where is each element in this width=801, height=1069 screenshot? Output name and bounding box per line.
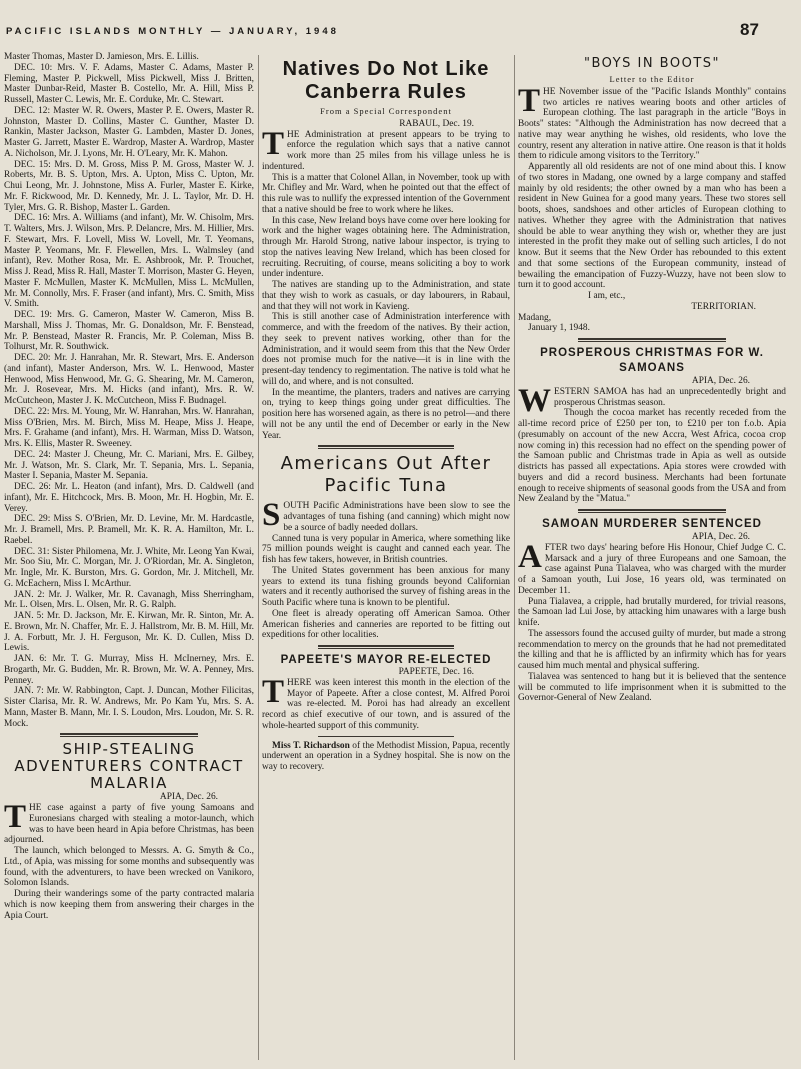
drop-cap: T: [4, 799, 27, 835]
passenger-list-paragraph: DEC. 12: Master W. R. Owers, Master P. E. Owers, Master R. Johnston, Master D. Collins, Master C. Gunther, Master D. Rankin, Master Jackson, Master G. Lambden, Master D. Jones, Master G. Jarrett, Master E. Wardrop, Master A. Wardrop, Master A. Nicholson, Mr. J. Lyons, Mr. H. O'Leary, Mr. K. Mahon.: [4, 105, 254, 159]
article-prosperous-christmas: [518, 346, 786, 505]
article-headline: SAMOAN MURDERER SENTENCED: [542, 518, 762, 530]
article-dateline: APIA, Dec. 26.: [691, 376, 750, 386]
drop-cap: T: [262, 673, 285, 710]
letter-date: January 1, 1948.: [528, 323, 590, 334]
article-paragraph: The natives are standing up to the Administration, and state that they wish to work as casuals, or day labourers, in Rabaul, and that they will not work in Kavieng.: [262, 280, 510, 312]
article-paragraph: This is still another case of Administration interference with commerce, and with the freedom of the natives. By their action, they seek to prevent natives working, other than for the Administration, and it would seem from this that the New Order does not promise much for the native—it is in line with the present-day tendency to regimentation. The native is told what he will do, and where, and is not consulted.: [262, 312, 510, 387]
article-papeete: [262, 653, 510, 732]
article-separator: [318, 645, 454, 649]
article-paragraph: In the meantime, the planters, traders and natives are carrying on, trying to keep things going under great difficulties. The position here has worsened again, as there is no petrol—and there will not be any until the end of December or early in the New Year.: [262, 387, 510, 441]
article-headline: PAPEETE'S MAYOR RE-ELECTED: [280, 654, 492, 666]
passenger-list-paragraph: DEC. 19: Mrs. G. Cameron, Master W. Cameron, Miss B. Marshall, Miss J. Thomas, Mr. G. Donaldson, Mr. F. Benstead, Mr. P. Benstead, Master R. Francis, Mr. P. Coleman, Miss B. Tolhurst, Mr. R. Southwick.: [4, 310, 254, 353]
drop-cap: T: [262, 125, 285, 162]
passenger-list-paragraph: DEC. 22: Mrs. M. Young, Mr. W. Hanrahan, Mrs. W. Hanrahan, Miss O'Brien, Mrs. M. Birch, Miss M. Heape, Miss J. Heape, Mrs. F. Grahame (and infant), Mrs. H. Warman, Miss D. Watson, Mrs. K. Ellis, Master R. Sweeney.: [4, 406, 254, 449]
article-separator: [318, 445, 454, 449]
article-ship-stealing: [4, 741, 254, 921]
passenger-list-paragraph: DEC. 29: Miss S. O'Brien, Mr. D. Levine, Mr. M. Hardcastle, Mr. J. Bramell, Mrs. P. Bramell, Mr. K. R. A. Hamilton, Mr. L. Raebel.: [4, 514, 254, 546]
article-headline: Natives Do Not Like Canberra Rules: [282, 58, 490, 103]
column-divider: [258, 55, 259, 1060]
article-separator: [578, 509, 725, 513]
passenger-list-paragraph: DEC. 10: Mrs. V. F. Adams, Master C. Adams, Master P. Fleming, Master P. Pickwell, Miss Pickwell, Miss J. Britten, Master Dunbar-Reid, Master B. Costello, Mr. A. Hill, Miss P. Russell, Master C. Lewis, Mr. E. Corduke, Mr. C. Stewart.: [4, 62, 254, 105]
article-paragraph: The United States government has been anxious for many years to extend its tuna fishing grounds beyond Californian waters and it recently authorised the survey of fishing areas in the South Pacific where tuna is known to be plentiful.: [262, 565, 510, 608]
drop-cap: A: [518, 538, 542, 575]
article-paragraph: The launch, which belonged to Messrs. A. G. Smyth & Co., Ltd., of Apia, was missing for some months and subsequently was found, with the adventurers, to have been wrecked on Vanikoro, Solomon Islands.: [4, 846, 254, 889]
column-middle: [262, 52, 510, 1064]
article-paragraph: THE November issue of the "Pacific Islands Monthly" contains two articles re natives wearing boots and other articles of European clothing. The last paragraph in the article "Boys in Boots" states: "Although the Administration has now decreed that a native may wear anything he wishes, old residents, who love the country, resent any alteration in native attire. One reason is that it holds them to ridicule among visitors to the Territory.": [518, 82, 786, 162]
passenger-list-paragraph: JAN. 2: Mr. J. Walker, Mr. R. Cavanagh, Miss Sherringham, Mr. L. Olsen, Mrs. L. Olsen, Mr. R. G. Ralph.: [4, 589, 254, 611]
article-samoan-murderer: [518, 517, 786, 704]
passenger-list-paragraph: JAN. 6: Mr. T. G. Murray, Miss H. McInerney, Mrs. E. Brogarth, Mr. G. Budden, Mr. R. Brown, Mr. W. A. Penney, Mrs. Penney.: [4, 654, 254, 686]
article-paragraph: During their wanderings some of the party contracted malaria which is now keeping them from answering their charges in the Apia Court.: [4, 889, 254, 921]
article-tuna: [262, 453, 510, 641]
article-natives: [262, 58, 510, 441]
article-paragraph: THE case against a party of five young Samoans and Euronesians charged with stealing a motor-launch, which was to have been heard in Apia before Christmas, has been adjourned.: [4, 799, 254, 846]
article-paragraph: THE Administration at present appears to be trying to enforce the regulation which says that a native cannot work more than 25 miles from his village unless he is indentured.: [262, 125, 510, 172]
passenger-list-paragraph: DEC. 24: Master J. Cheung, Mr. C. Mariani, Mrs. E. Gilbey, Mr. J. Watson, Mr. S. Clark, Mr. T. Sepania, Mrs. L. Sepania, Master I. Sepania, Master M. Sepania.: [4, 449, 254, 482]
article-paragraph: This is a matter that Colonel Allan, in November, took up with Mr. Chifley and Mr. Ward, when he pointed out that the effect of this rule was to nullify the expressed intention of the Government that a native should be free to work where he likes.: [262, 172, 510, 215]
article-paragraph: In this case, New Ireland boys have come over here looking for work and the higher wages obtaining here. The Administration, through Mr. Harold Strong, native labour inspector, is trying to stop the natives leaving New Ireland, which has been closed for recruiting. Recruiting, of course, means soliciting a boy to work under indenture.: [262, 215, 510, 280]
article-paragraph: Apparently all old residents are not of one mind about this. I know of two stores in Madang, one owned by a large company and staffed mainly by old residents; the other owned by a man who has been a resident in New Guinea for a good many years. These two stores sell boots, shoes, sandshoes and other articles of European clothing to natives. Whether they agree with the Administration that natives should be able to wear anything they wish or, whether they are just interested in the profit they make out of selling such articles, I do not know. But it seems that the New Order has rebounded to this extent and that some sections of the European community, instead of bewailing the emancipation of Fuzzy-Wuzzy, have not been slow to turn it to good account.: [518, 162, 786, 291]
passenger-list-paragraph: DEC. 31: Sister Philomena, Mr. J. White, Mr. Leong Yan Kwai, Mr. Soo Siu, Mr. C. Morgan, Mr. J. O'Riordan, Mr. A. Singleton, Mr. Ingle, Mr. K. Burston, Mrs. G. Gordon, Mr. J. Mitchell, Mr. G. McEachern, Miss I. McArthur.: [4, 546, 254, 589]
page-number: 87: [740, 20, 759, 39]
article-paragraph: One fleet is already operating off American Samoa. Other American fisheries and canneries are reported to be fitting out expeditions for other localities.: [262, 608, 510, 641]
article-paragraph: Canned tuna is very popular in America, where something like 75 million pounds weight is caught and canned each year. The fish has few takers, however, in British countries.: [262, 533, 510, 565]
article-paragraph: AFTER two days' hearing before His Honour, Chief Judge C. C. Marsack and a jury of three Europeans and one Samoan, the case against Puna Tialavea, who was charged with the murder of a Samoan youth, Lui Jose, 16 years old, was terminated on December 11.: [518, 538, 786, 596]
article-boys-in-boots: [518, 56, 786, 334]
brief-name: Miss T. Richardson: [272, 740, 350, 751]
letter-sign-off: I am, etc.,: [588, 291, 626, 301]
article-separator: [318, 736, 454, 737]
letter-signature: TERRITORIAN.: [691, 301, 756, 312]
article-headline: SHIP-STEALING ADVENTURERS CONTRACT MALARIA: [14, 740, 244, 793]
passenger-list-paragraph: DEC. 15: Mrs. D. M. Gross, Miss P. M. Gross, Master W. J. Roberts, Mr. B. S. Upton, Mrs. A. Upton, Miss C. Upton, Mr. Chui Leong, Mr. J. Johnstone, Miss A. Furler, Master E. Kirke, Mr. F. Rickwood, Mr. D. Kennedy, Mr. J. L. Taylor, Mr. D. H. Tyler, Mrs. G. R. Bishop, Master L. Garden.: [4, 159, 254, 213]
drop-cap: W: [518, 382, 551, 419]
drop-cap: S: [262, 497, 281, 534]
article-dateline: APIA, Dec. 26.: [691, 532, 750, 542]
passenger-list-paragraph: Master Thomas, Master D. Jamieson, Mrs. E. Lillis.: [4, 52, 199, 62]
article-dateline: RABAUL, Dec. 19.: [399, 118, 474, 129]
article-paragraph: WESTERN SAMOA has had an unprecedentedly bright and prosperous Christmas season.: [518, 382, 786, 419]
passenger-list-paragraph: JAN. 7: Mr. W. Rabbington, Capt. J. Duncan, Mother Filicitas, Sister Clarisa, Mr. R. W. Andrews, Mr. Po Kam Yu, Mrs. S. A. Mann, Master B. Mann, Mr. I. S. Loudon, Mrs. Loudon, Mr. S. R. Mock.: [4, 686, 254, 729]
news-brief-richardson: Miss T. Richardson of the Methodist Mission, Papua, recently underwent an operation in a Sydney hospital. She is now on the way to recovery.: [262, 740, 510, 772]
article-byline: From a Special Correspondent: [320, 106, 452, 116]
article-paragraph: Tialavea was sentenced to hang but it is believed that the sentence will be commuted to life imprisonment when it is submitted to the Governor-General of New Zealand.: [518, 671, 786, 704]
article-paragraph: Puna Tialavea, a cripple, had brutally murdered, for trivial reasons, the Samoan lad Lui Jose, by attacking him unawares with a large bush knife.: [518, 596, 786, 628]
article-headline: PROSPEROUS CHRISTMAS FOR W. SAMOANS: [540, 347, 764, 374]
passenger-list-paragraph: DEC. 16: Mrs. A. Williams (and infant), Mr. W. Chisolm, Mrs. T. Walters, Mrs. J. Wilson, Mrs. P. Delancre, Mrs. M. Hillier, Mrs. F. Stewart, Mrs. F. Lovell, Miss W. Lovell, Mr. T. Yeomans, Master P. Yeomans, Mr. F. Flewellen, Mrs. L. Walmsley (and infant), Rev. Mother Rosa, Mr. E. Ashbrook, Mr. P. Trouchet, Miss J. Read, Miss R. Hall, Master T. Morrison, Master G. Heyen, Master F. McMullen, Master K. McMullen, Miss L. McMullen, Mr. M. Connolly, Mrs. F. Fraser (and infant), Mrs. C. Smith, Miss V. Smith.: [4, 213, 254, 310]
passenger-list-paragraph: DEC. 20: Mr. J. Hanrahan, Mr. R. Stewart, Mrs. E. Anderson (and infant), Master Anderson, Mrs. W. L. Henwood, Master Henwood, Miss Henwood, Mr. G. G. Shearing, Mr. M. Cameron, Mr. J. Rosevear, Mrs. M. Hicks (and infant), Mrs. R. W. McCutcheon, Master J. K. McCutcheon, Miss F. Budnagel.: [4, 353, 254, 406]
article-separator: [60, 733, 198, 737]
article-separator: [578, 338, 725, 342]
article-headline: Americans Out After Pacific Tuna: [280, 453, 492, 497]
passenger-list-paragraph: DEC. 26: Mr. L. Heaton (and infant), Mrs. D. Caldwell (and infant), Mr. E. Hitchcock, Mrs. B. Moon, Mr. H. Hogbin, Mr. E. Verey.: [4, 482, 254, 514]
running-header: PACIFIC ISLANDS MONTHLY — JANUARY, 1948: [6, 26, 339, 37]
article-paragraph: The assessors found the accused guilty of murder, but made a strong recommendation to mercy on the grounds that he had not premeditated the killing and that he is afflicted by an infirmity which has for years caused him much mental and physical suffering.: [518, 628, 786, 671]
article-paragraph: Though the cocoa market has recently receded from the all-time record price of £250 per ton, to £210 per ton f.o.b. Apia (presumably on account of the new Accra, West Africa, cocoa crop now coming in) this recession had no effect on the spending power of the Samoan public and Christmas trade in Apia as well as outside districts has passed all expectations. Apia stores were crowded with buyers and did a record business. Merchants had been fortunate enough to receive shipments of seasonal goods from the USA and from New Zealand by the "Matua.": [518, 408, 786, 505]
article-dateline: APIA, Dec. 26.: [159, 792, 218, 803]
letter-place: Madang,: [518, 312, 552, 323]
article-dateline: PAPEETE, Dec. 16.: [398, 667, 474, 677]
article-paragraph: SOUTH Pacific Administrations have been slow to see the advantages of tuna fishing (and canning) which might now be a source of badly needed dollars.: [262, 497, 510, 534]
column-divider: [514, 55, 515, 1060]
drop-cap: T: [518, 82, 541, 119]
column-left: [4, 52, 254, 1064]
column-right: [518, 52, 786, 1064]
passenger-lists: [4, 52, 254, 729]
passenger-list-paragraph: JAN. 5: Mr. D. Jackson, Mr. E. Kirwan, Mr. R. Sinton, Mr. A. E. Brown, Mr. N. Chaffer, Mr. E. J. Hallstrom, Mr. B. M. Hill, Mr. J. A. Forbutt, Mr. J. H. Ferguson, Mr. K. D. Cullen, Miss D. Lewis.: [4, 611, 254, 654]
article-paragraph: THERE was keen interest this month in the election of the Mayor of Papeete. After a close contest, M. Alfred Poroi was re-elected. M. Poroi has had already an excellent record as chief executive of our town, and is assured of the whole-hearted support of this community.: [262, 673, 510, 731]
article-byline: Letter to the Editor: [609, 74, 695, 84]
article-headline: "BOYS IN BOOTS": [583, 56, 721, 71]
